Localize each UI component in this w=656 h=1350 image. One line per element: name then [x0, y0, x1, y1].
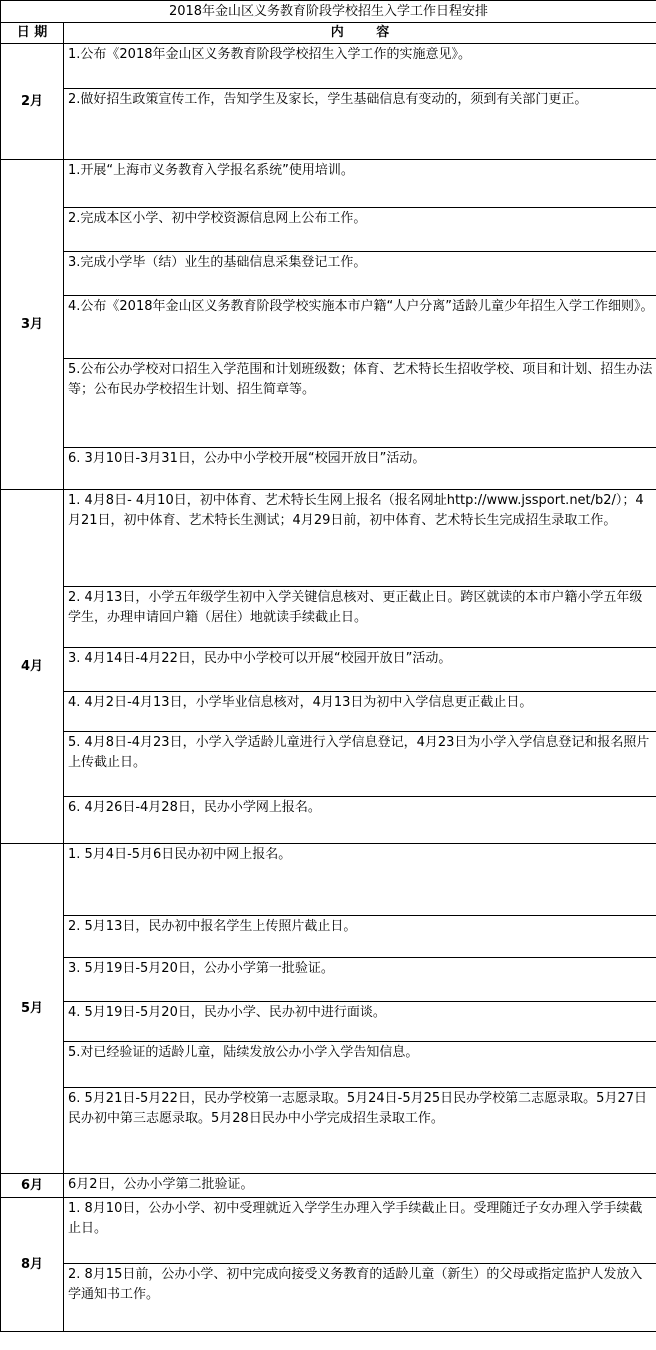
- schedule-item: [64, 448, 656, 490]
- schedule-item-text: 6. 4月26日-4月28日，民办小学网上报名。: [68, 800, 321, 815]
- schedule-item: [64, 648, 656, 692]
- schedule-item: [64, 89, 656, 160]
- schedule-item: [64, 359, 656, 448]
- schedule-item-text: 3. 5月19日-5月20日，公办小学第一批验证。: [68, 961, 334, 976]
- table-title: 2018年金山区义务教育阶段学校招生入学工作日程安排: [1, 1, 656, 23]
- month-label: 3月: [1, 160, 64, 490]
- schedule-body: [1, 44, 656, 1332]
- schedule-item-text: 1. 5月4日-5月6日民办初中网上报名。: [68, 847, 292, 862]
- schedule-item: [64, 692, 656, 732]
- table-row: [1, 797, 656, 844]
- schedule-item-text: 5.公布公办学校对口招生入学范围和计划班级数；体育、艺术特长生招收学校、项目和计划、招生办法等；公布民办学校招生计划、招生简章等。: [68, 362, 653, 397]
- table-row: [1, 587, 656, 648]
- table-row: [1, 1042, 656, 1088]
- schedule-item: [64, 490, 656, 587]
- schedule-item: [64, 797, 656, 844]
- month-label: 5月: [1, 844, 64, 1174]
- schedule-item-text: 6. 3月10日-3月31日，公办中小学校开展“校园开放日”活动。: [68, 451, 426, 466]
- header-content-label: 内 容: [330, 25, 404, 40]
- schedule-item-text: 5.对已经验证的适龄儿童，陆续发放公办小学入学告知信息。: [68, 1045, 419, 1060]
- schedule-item-text: 1.公布《2018年金山区义务教育阶段学校招生入学工作的实施意见》。: [68, 47, 471, 62]
- schedule-item-text: 1.开展“上海市义务教育入学报名系统”使用培训。: [68, 163, 354, 178]
- schedule-item-text: 6. 5月21日-5月22日，民办学校第一志愿录取。5月24日-5月25日民办学校第二志愿录取。5月27日民办初中第三志愿录取。5月28日民办中小学完成招生录取工作。: [68, 1091, 647, 1126]
- schedule-item: [64, 208, 656, 252]
- month-label: 8月: [1, 1198, 64, 1332]
- schedule-item: [64, 1002, 656, 1042]
- table-row: [1, 44, 656, 89]
- schedule-item-text: 2. 8月15日前，公办小学、初中完成向接受义务教育的适龄儿童（新生）的父母或指定监护人发放入学通知书工作。: [68, 1267, 643, 1302]
- table-row: [1, 1088, 656, 1174]
- schedule-item: [64, 252, 656, 296]
- schedule-item-text: 3. 4月14日-4月22日，民办中小学校可以开展“校园开放日”活动。: [68, 651, 452, 666]
- schedule-item: [64, 916, 656, 958]
- table-row: [1, 89, 656, 160]
- schedule-item: [64, 1198, 656, 1264]
- month-label: 6月: [1, 1174, 64, 1198]
- schedule-item-text: 4. 4月2日-4月13日，小学毕业信息核对，4月13日为初中入学信息更正截止日。: [68, 695, 533, 710]
- schedule-item: [64, 44, 656, 89]
- schedule-item: [64, 160, 656, 208]
- month-label: 4月: [1, 490, 64, 844]
- table-row: [1, 448, 656, 490]
- header-date: 日 期: [1, 23, 64, 44]
- schedule-item-text: 2. 4月13日，小学五年级学生初中入学关键信息核对、更正截止日。跨区就读的本市户籍小学五年级学生，办理申请回户籍（居住）地就读手续截止日。: [68, 590, 643, 625]
- table-row: [1, 916, 656, 958]
- schedule-item-text: 1. 4月8日- 4月10日，初中体育、艺术特长生网上报名（报名网址http://www.jssport.net/b2/）；4月21日，初中体育、艺术特长生测试；4月29日前，初中体育、艺术特长生完成招生录取工作。: [68, 493, 644, 528]
- schedule-item: [64, 732, 656, 797]
- table-row: [1, 844, 656, 916]
- schedule-item: [64, 1042, 656, 1088]
- schedule-item-text: 4.公布《2018年金山区义务教育阶段学校实施本市户籍“人户分离”适龄儿童少年招生入学工作细则》。: [68, 299, 654, 314]
- table-row: [1, 359, 656, 448]
- schedule-item: [64, 1088, 656, 1174]
- schedule-item: [64, 587, 656, 648]
- table-row: [1, 252, 656, 296]
- schedule-item-text: 6月2日，公办小学第二批验证。: [68, 1177, 254, 1192]
- table-row: [1, 648, 656, 692]
- table-row: [1, 692, 656, 732]
- table-row: [1, 1002, 656, 1042]
- schedule-item: [64, 296, 656, 359]
- table-row: [1, 1264, 656, 1332]
- schedule-item-text: 2.做好招生政策宣传工作，告知学生及家长，学生基础信息有变动的，须到有关部门更正。: [68, 92, 588, 107]
- table-row: [1, 296, 656, 359]
- schedule-item: [64, 1174, 656, 1198]
- month-label: 2月: [1, 44, 64, 160]
- schedule-item: [64, 844, 656, 916]
- schedule-item-text: 3.完成小学毕（结）业生的基础信息采集登记工作。: [68, 255, 367, 270]
- schedule-item-text: 2. 5月13日，民办初中报名学生上传照片截止日。: [68, 919, 357, 934]
- table-row: [1, 160, 656, 208]
- table-row: [1, 208, 656, 252]
- header-content: [64, 23, 656, 44]
- table-row: [1, 958, 656, 1002]
- schedule-item-text: 1. 8月10日，公办小学、初中受理就近入学学生办理入学手续截止日。受理随迁子女办理入学手续截止日。: [68, 1201, 643, 1236]
- table-row: [1, 490, 656, 587]
- schedule-item-text: 2.完成本区小学、初中学校资源信息网上公布工作。: [68, 211, 367, 226]
- table-row: [1, 732, 656, 797]
- schedule-item: [64, 958, 656, 1002]
- schedule-item-text: 5. 4月8日-4月23日，小学入学适龄儿童进行入学信息登记，4月23日为小学入学信息登记和报名照片上传截止日。: [68, 735, 650, 770]
- schedule-item: [64, 1264, 656, 1332]
- schedule-item-text: 4. 5月19日-5月20日，民办小学、民办初中进行面谈。: [68, 1005, 386, 1020]
- table-row: [1, 1198, 656, 1264]
- table-row: [1, 1174, 656, 1198]
